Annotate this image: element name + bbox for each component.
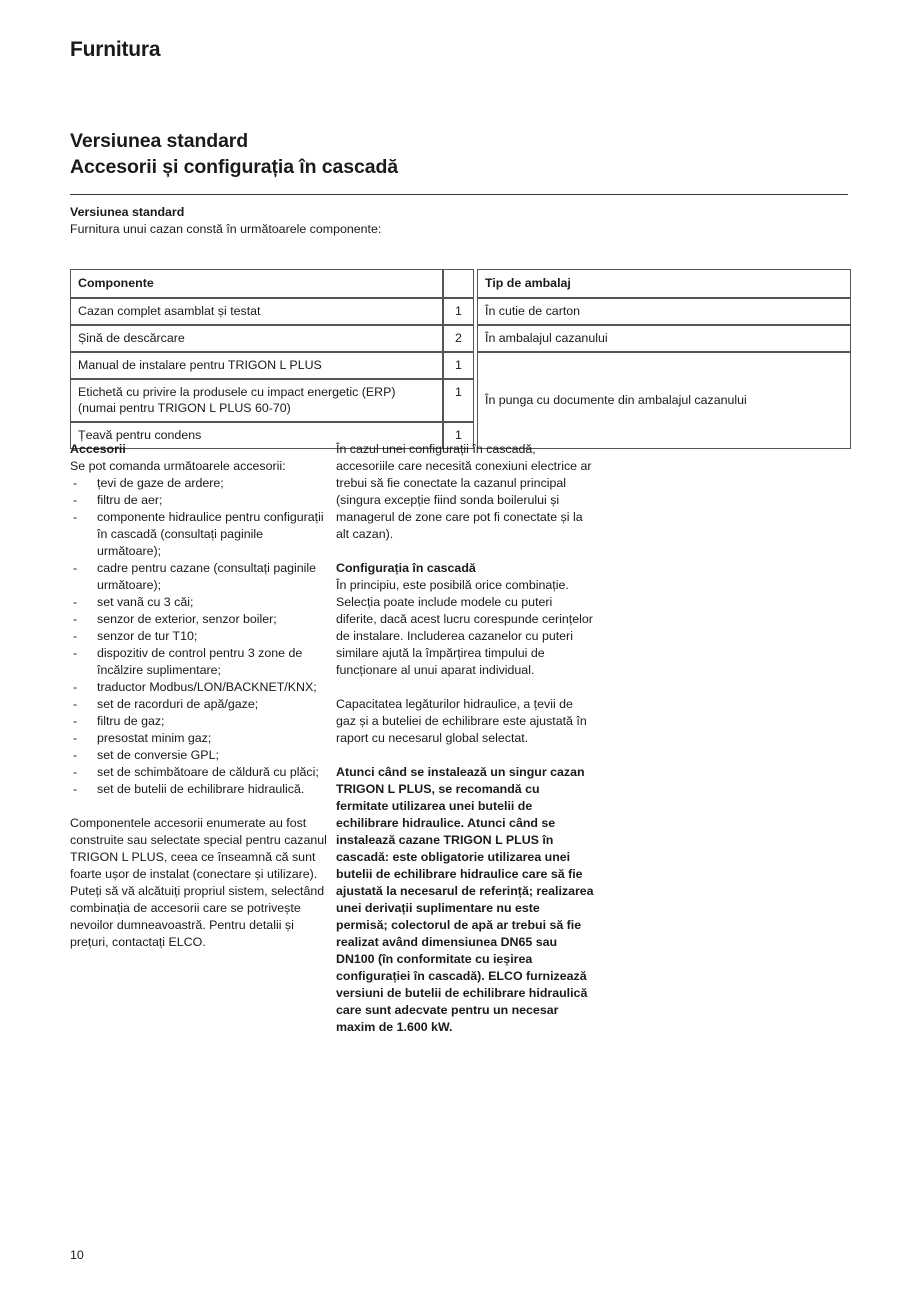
dash-bullet-icon: - <box>73 646 78 660</box>
list-item <box>70 509 328 560</box>
list-item-label: presostat minim gaz; <box>97 731 212 745</box>
dash-bullet-icon: - <box>73 782 78 796</box>
installation-warning-paragraph: Atunci când se instalează un singur cazan TRIGON L PLUS, se recomandă cu fermitate utilizarea unei butelii de echilibrare hidraulice. Atunci când se instalează cazane TRIGON L PLUS în cascadă: este obligatorie utilizarea unei butelii de echilibrare hidraulice care să fie ajustată la necesarul de referință; realizarea unei derivații suplimentare nu este permisă; colectorul de apă ar trebui să fie realizat având dimensiunea DN65 sau DN100 (în conformitate cu ieșirea configurației în cascadă). ELCO furnizează versiuni de butelii de echilibrare hidraulică care sunt adecvate pentru un necesar maxim de 1.600 kW. <box>336 765 594 1034</box>
intro-text: Furnitura unui cazan constă în următoarele componente: <box>70 222 382 236</box>
left-text-column <box>70 441 328 951</box>
table-header-packaging: Tip de ambalaj <box>477 269 851 298</box>
title-divider <box>70 194 848 195</box>
section-title-line-1: Versiunea standard <box>70 130 249 152</box>
table-header-quantity <box>443 269 474 298</box>
list-item <box>70 628 328 645</box>
list-item-label: set de butelii de echilibrare hidraulică. <box>97 782 305 796</box>
list-item-label: set de conversie GPL; <box>97 748 219 762</box>
cell-component: Cazan complet asamblat și testat <box>70 298 443 325</box>
table-row <box>70 325 851 352</box>
list-item-label: filtru de aer; <box>97 493 163 507</box>
cell-component: Manual de instalare pentru TRIGON L PLUS <box>70 352 443 379</box>
list-item-label: set de schimbătoare de căldură cu plăci; <box>97 765 319 779</box>
cell-component: Șină de descărcare <box>70 325 443 352</box>
cell-packaging: În ambalajul cazanului <box>477 325 851 352</box>
list-item <box>70 594 328 611</box>
list-item <box>70 492 328 509</box>
accessories-list <box>70 475 328 798</box>
list-item <box>70 764 328 781</box>
list-item <box>70 645 328 679</box>
list-item <box>70 560 328 594</box>
cascade-intro-paragraph: În cazul unei configurații în cascadă, accesoriile care necesită conexiuni electrice ar trebui să fie conectate la cazanul principal (singura excepție fiind sonda boilerului și managerul de zone care pot fi conectate și la alt cazan). <box>336 442 592 541</box>
list-item-label: set vanã cu 3 căi; <box>97 595 194 609</box>
table-spacer <box>474 379 477 422</box>
right-text-column <box>336 441 594 1036</box>
dash-bullet-icon: - <box>73 680 78 694</box>
list-item-label: componente hidraulice pentru configurații în cascadă (consultați paginile următoare); <box>97 510 324 558</box>
list-item-label: țevi de gaze de ardere; <box>97 476 224 490</box>
list-item-label: cadre pentru cazane (consultați paginile următoare); <box>97 561 317 592</box>
dash-bullet-icon: - <box>73 595 78 609</box>
cell-quantity: 2 <box>443 325 474 352</box>
cell-quantity: 1 <box>443 379 474 422</box>
page-number: 10 <box>70 1248 84 1262</box>
intro-heading: Versiunea standard <box>70 205 185 219</box>
list-item-label: dispozitiv de control pentru 3 zone de încălzire suplimentare; <box>97 646 303 677</box>
accessories-closing-paragraph: Componentele accesorii enumerate au fost construite sau selectate special pentru cazanul TRIGON L PLUS, ceea ce înseamnă că sunt foarte ușor de instalat (conectare și utilizare). Puteți să vă alcătuiți propriul sistem, selectând combinația de accesorii care se potrivește nevoilor dumneavoastră. Pentru detalii și prețuri, contactați ELCO. <box>70 816 327 949</box>
list-item <box>70 475 328 492</box>
dash-bullet-icon: - <box>73 476 78 490</box>
list-item <box>70 713 328 730</box>
dash-bullet-icon: - <box>73 493 78 507</box>
list-item <box>70 730 328 747</box>
list-item <box>70 747 328 764</box>
table-header-row <box>70 269 851 298</box>
dash-bullet-icon: - <box>73 697 78 711</box>
hydraulic-capacity-paragraph: Capacitatea legăturilor hidraulice, a țevii de gaz și a buteliei de echilibrare este ajustată în raport cu necesarul global selectat. <box>336 697 587 745</box>
table-row <box>70 352 851 379</box>
section-title-line-2: Accesorii și configurația în cascadă <box>70 156 399 178</box>
page-title: Furnitura <box>70 38 161 61</box>
intro-block <box>70 204 850 238</box>
dash-bullet-icon: - <box>73 612 78 626</box>
list-item-label: filtru de gaz; <box>97 714 165 728</box>
dash-bullet-icon: - <box>73 748 78 762</box>
list-item-label: senzor de tur T10; <box>97 629 198 643</box>
table-row <box>70 298 851 325</box>
dash-bullet-icon: - <box>73 510 78 524</box>
cell-packaging: În cutie de carton <box>477 298 851 325</box>
cascade-heading: Configurația în cascadă <box>336 561 476 575</box>
list-item <box>70 696 328 713</box>
cascade-paragraph: În principiu, este posibilă orice combinație. Selecția poate include modele cu puteri diferite, dacă acest lucru corespunde cerințelor de instalare. Includerea cazanelor cu puteri similare ajută la împărțirea timpului de funcționare al unui aparat individual. <box>336 578 593 677</box>
accessories-heading: Accesorii <box>70 442 126 456</box>
table-header-component: Componente <box>70 269 443 298</box>
list-item <box>70 611 328 628</box>
dash-bullet-icon: - <box>73 714 78 728</box>
dash-bullet-icon: - <box>73 561 78 575</box>
list-item-label: set de racorduri de apă/gaze; <box>97 697 259 711</box>
packaging-table <box>70 269 851 449</box>
list-item <box>70 781 328 798</box>
cell-packaging-merged: În punga cu documente din ambalajul cazanului <box>477 352 851 449</box>
dash-bullet-icon: - <box>73 629 78 643</box>
cell-quantity: 1 <box>443 298 474 325</box>
cell-quantity: 1 <box>443 352 474 379</box>
list-item-label: traductor Modbus/LON/BACKNET/KNX; <box>97 680 317 694</box>
list-item <box>70 679 328 696</box>
cell-component: Țeavă pentru condens <box>70 422 443 449</box>
section-title <box>70 128 850 180</box>
cell-component: Etichetă cu privire la produsele cu impact energetic (ERP) (numai pentru TRIGON L PLUS 60-70) <box>70 379 443 422</box>
cell-quantity: 1 <box>443 422 474 449</box>
accessories-intro: Se pot comanda următoarele accesorii: <box>70 459 286 473</box>
dash-bullet-icon: - <box>73 731 78 745</box>
dash-bullet-icon: - <box>73 765 78 779</box>
list-item-label: senzor de exterior, senzor boiler; <box>97 612 277 626</box>
